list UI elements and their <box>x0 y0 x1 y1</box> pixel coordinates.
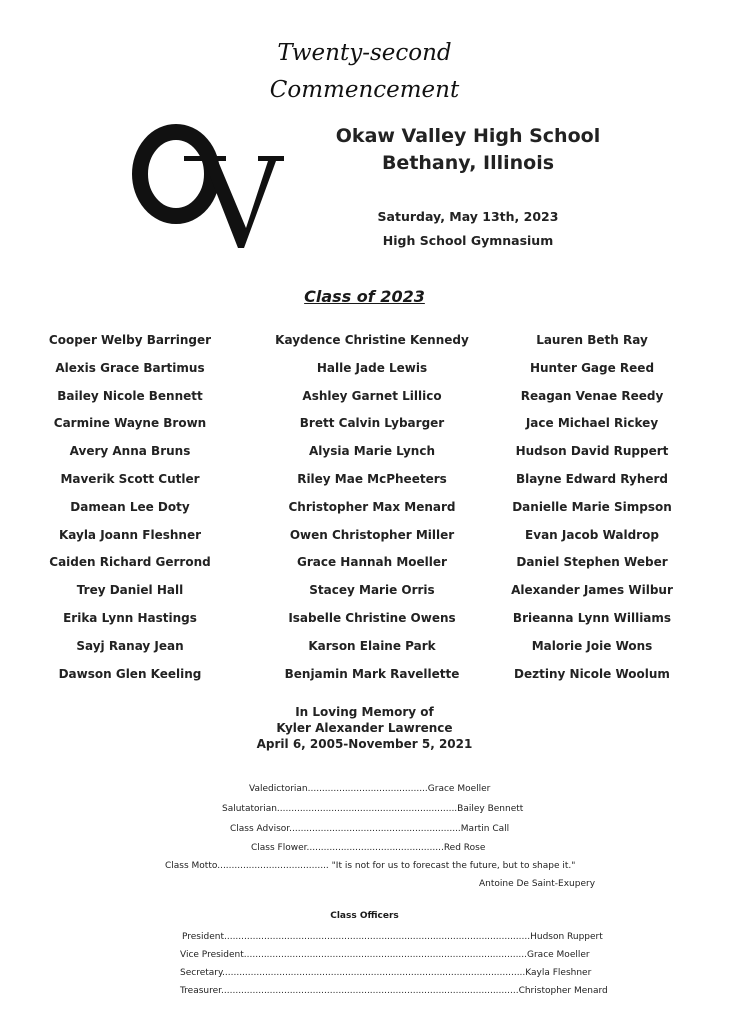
graduate-name: Kaydence Christine Kennedy <box>275 333 469 347</box>
graduate-name: Cooper Welby Barringer <box>48 333 212 347</box>
graduate-name: Hunter Gage Reed <box>529 360 655 375</box>
class-flower-line: Class Flower................................................Red Rose <box>251 843 486 853</box>
salutatorian-line: Salutatorian...............................................................Bailey Bennett <box>222 804 524 814</box>
graduate-name: Christopher Max Menard <box>288 499 456 514</box>
graduate-name: Karson Elaine Park <box>308 638 436 653</box>
memorial-line-1: In Loving Memory of <box>295 705 434 719</box>
class-heading: Class of 2023 <box>304 287 425 306</box>
officer-secretary: Secretary..........................................................................................................Kayla Fleshner <box>180 968 592 978</box>
school-name: Okaw Valley High School <box>335 125 601 147</box>
graduate-name: Daniel Stephen Weber <box>516 555 668 570</box>
graduate-name: Caiden Richard Gerrond <box>49 555 211 570</box>
motto-author: Antoine De Saint-Exupery <box>479 879 596 889</box>
graduate-column-3 <box>462 333 722 694</box>
graduate-name: Trey Daniel Hall <box>76 583 184 598</box>
officer-treasurer: Treasurer........................................................................................................Christopher Menard <box>180 986 608 996</box>
graduate-name: Danielle Marie Simpson <box>512 499 672 514</box>
graduate-name: Blayne Edward Ryherd <box>515 471 669 486</box>
memorial-dates: April 6, 2005-November 5, 2021 <box>256 737 473 751</box>
graduate-name: Brieanna Lynn Williams <box>512 610 672 625</box>
graduate-name: Evan Jacob Waldrop <box>525 527 659 542</box>
graduate-name: Stacey Marie Orris <box>309 583 435 598</box>
graduate-name: Grace Hannah Moeller <box>297 555 447 570</box>
officer-vice-president: Vice President...................................................................................................Grace Moeller <box>180 950 590 960</box>
graduate-name: Bailey Nicole Bennett <box>57 388 203 403</box>
class-officers-heading: Class Officers <box>330 911 399 921</box>
graduate-name: Halle Jade Lewis <box>316 360 428 375</box>
school-city: Bethany, Illinois <box>381 152 555 174</box>
class-motto-line: Class Motto....................................... "It is not for us to forecast the future, but to shape it." <box>165 861 576 871</box>
graduate-name: Dawson Glen Keeling <box>58 666 202 681</box>
title-line-1: Twenty-second <box>277 40 452 66</box>
graduate-name: Jace Michael Rickey <box>525 416 659 431</box>
school-logo <box>128 105 288 252</box>
memorial-block <box>0 704 729 752</box>
graduate-name: Alexis Grace Bartimus <box>55 360 205 375</box>
officer-president: President...........................................................................................................Hudson Ruppert <box>182 932 603 942</box>
graduate-name: Ashley Garnet Lillico <box>302 388 442 403</box>
graduate-name: Maverik Scott Cutler <box>60 471 200 486</box>
graduate-column-1 <box>0 333 260 694</box>
graduate-name: Damean Lee Doty <box>70 499 190 514</box>
graduate-name: Benjamin Mark Ravellette <box>284 666 460 681</box>
ov-logo-icon <box>128 105 288 252</box>
graduate-name: Erika Lynn Hastings <box>63 610 197 625</box>
graduate-name: Carmine Wayne Brown <box>53 416 207 431</box>
title-line-2: Commencement <box>269 77 460 103</box>
graduate-name: Sayj Ranay Jean <box>76 638 184 653</box>
class-advisor-line: Class Advisor............................................................Martin Call <box>230 824 510 834</box>
memorial-name: Kyler Alexander Lawrence <box>276 721 453 735</box>
graduate-name: Deztiny Nicole Woolum <box>514 666 670 681</box>
graduate-name: Avery Anna Bruns <box>69 444 191 459</box>
ceremony-date: Saturday, May 13th, 2023 <box>377 209 559 224</box>
graduate-name: Isabelle Christine Owens <box>288 610 456 625</box>
graduate-name: Malorie Joie Wons <box>531 638 653 653</box>
graduate-name: Hudson David Ruppert <box>515 444 669 459</box>
graduate-name: Lauren Beth Ray <box>536 333 648 347</box>
graduate-name: Reagan Venae Reedy <box>520 388 664 403</box>
graduate-name: Alysia Marie Lynch <box>309 444 435 459</box>
valedictorian-line: Valedictorian..........................................Grace Moeller <box>249 784 491 794</box>
graduate-name: Kayla Joann Fleshner <box>58 527 202 542</box>
graduate-name: Owen Christopher Miller <box>289 527 455 542</box>
ceremony-venue: High School Gymnasium <box>382 233 554 248</box>
graduate-name: Brett Calvin Lybarger <box>299 416 445 431</box>
graduate-name: Alexander James Wilbur <box>511 583 673 598</box>
logo-text: OV <box>128 105 152 124</box>
graduate-name: Riley Mae McPheeters <box>297 471 447 486</box>
